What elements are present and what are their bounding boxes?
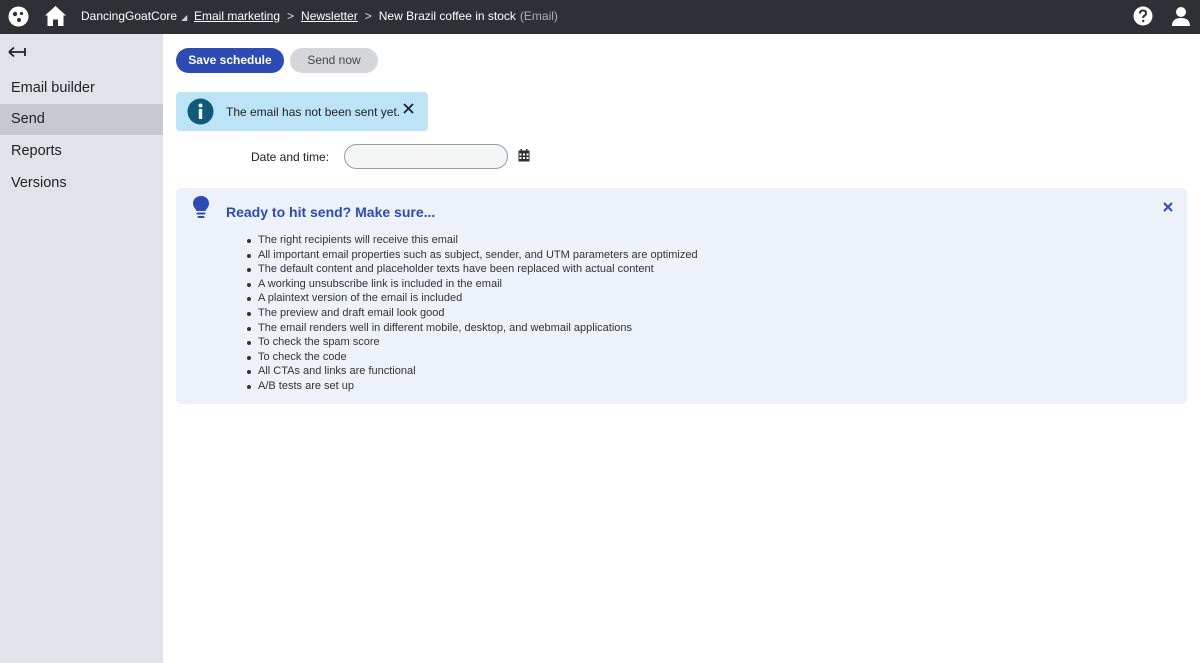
breadcrumb-email-marketing[interactable]: Email marketing xyxy=(194,9,281,23)
breadcrumb xyxy=(194,9,558,23)
list-item: To check the code xyxy=(244,350,698,365)
back-arrow-icon[interactable] xyxy=(8,45,28,59)
checklist-title: Ready to hit send? Make sure... xyxy=(226,204,436,220)
chevron-right-icon: > xyxy=(364,9,372,23)
list-item: A/B tests are set up xyxy=(244,379,698,394)
sidebar xyxy=(0,34,163,663)
sidebar-item-email-builder[interactable]: Email builder xyxy=(11,80,95,96)
calendar-icon[interactable] xyxy=(518,149,530,162)
site-selector[interactable] xyxy=(81,9,187,23)
send-checklist-panel xyxy=(176,188,1187,404)
top-bar xyxy=(0,0,1200,34)
list-item: The preview and draft email look good xyxy=(244,306,698,321)
date-time-input[interactable] xyxy=(344,144,508,169)
chevron-right-icon: > xyxy=(287,9,295,23)
info-message xyxy=(176,92,428,131)
list-item: The default content and placeholder texts have been replaced with actual content xyxy=(244,262,698,277)
help-icon[interactable] xyxy=(1133,6,1153,26)
send-now-button[interactable]: Send now xyxy=(290,48,378,73)
info-message-text: The email has not been sent yet. xyxy=(226,105,401,119)
breadcrumb-current: New Brazil coffee in stock xyxy=(378,9,516,23)
list-item: All CTAs and links are functional xyxy=(244,364,698,379)
site-name: DancingGoatCore xyxy=(81,9,178,23)
breadcrumb-newsletter[interactable]: Newsletter xyxy=(301,9,358,23)
save-schedule-button[interactable]: Save schedule xyxy=(176,48,284,73)
close-icon[interactable] xyxy=(403,103,414,114)
date-time-label: Date and time: xyxy=(251,150,330,164)
sidebar-item-send[interactable]: Send xyxy=(0,104,163,135)
user-icon[interactable] xyxy=(1171,6,1191,26)
list-item: The email renders well in different mobile, desktop, and webmail applications xyxy=(244,321,698,336)
sidebar-item-versions[interactable]: Versions xyxy=(11,175,67,191)
list-item: All important email properties such as subject, sender, and UTM parameters are optimized xyxy=(244,248,698,263)
home-icon[interactable] xyxy=(44,5,67,27)
list-item: To check the spam score xyxy=(244,335,698,350)
sidebar-item-reports[interactable]: Reports xyxy=(11,143,62,159)
list-item: A working unsubscribe link is included in the email xyxy=(244,277,698,292)
caret-down-icon: ◢ xyxy=(181,13,188,22)
close-icon[interactable] xyxy=(1163,202,1173,212)
list-item: The right recipients will receive this email xyxy=(244,233,698,248)
lightbulb-icon xyxy=(192,195,210,220)
breadcrumb-type: (Email) xyxy=(519,9,558,23)
list-item: A plaintext version of the email is included xyxy=(244,291,698,306)
app-logo-icon[interactable] xyxy=(8,6,29,27)
info-icon xyxy=(187,98,214,125)
checklist xyxy=(244,233,698,394)
